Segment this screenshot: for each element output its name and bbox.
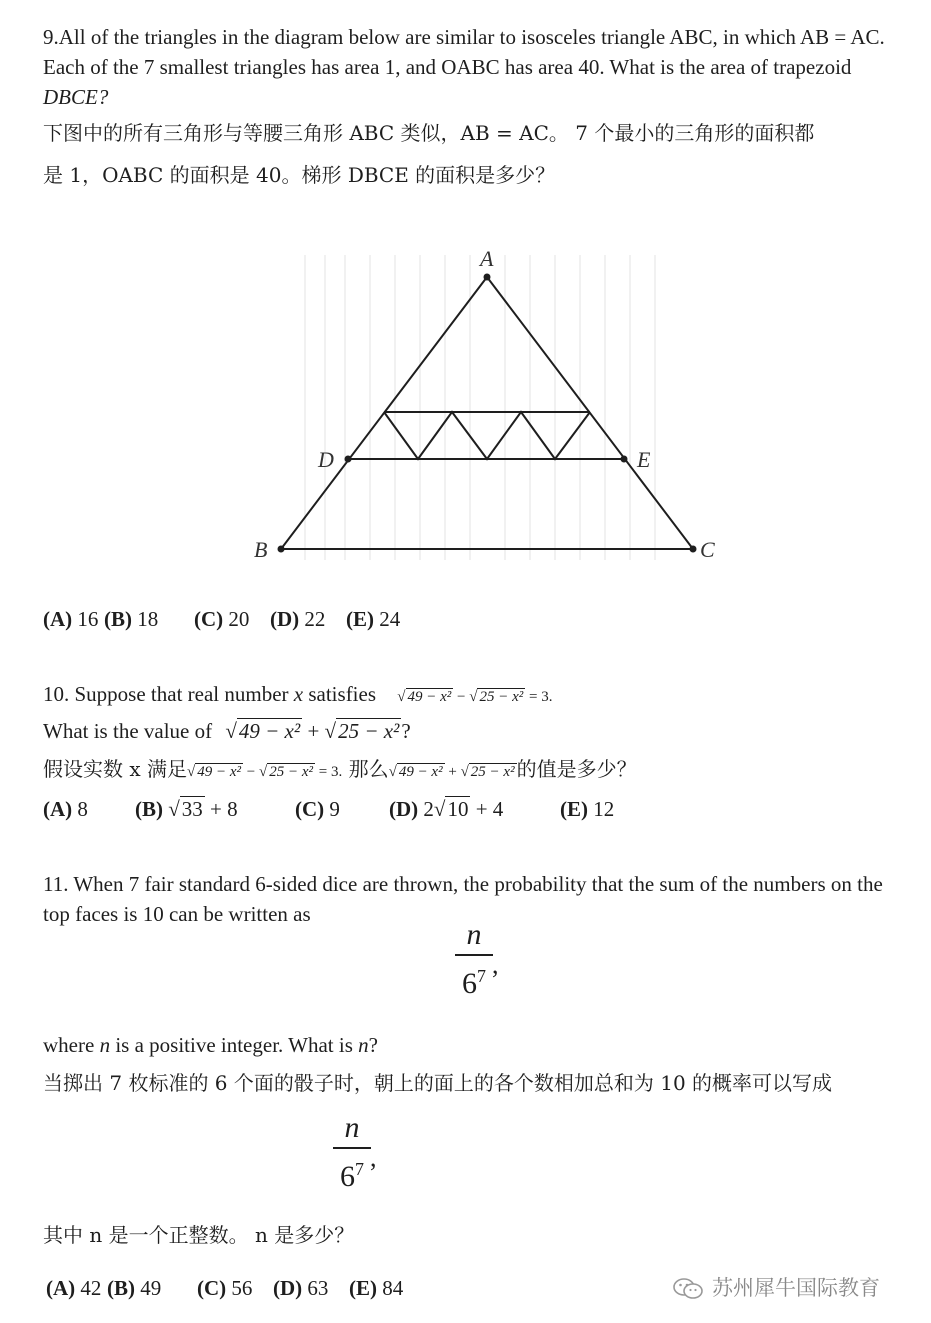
q10-text-line1: 10. Suppose that real number x satisfies √ 49 − x² − √ 25 − x² = 3. [43,682,553,706]
q9-option-a[interactable]: (A) 16 [43,607,99,631]
q11-text-line3: where n is a positive integer. What is n? [43,1033,378,1057]
q11-text-line1: 11. When 7 fair standard 6-sided dice are thrown, the probability that the sum of the numbers on the [43,872,883,896]
q9-text-line1: 9.All of the triangles in the diagram below are similar to isosceles triangle ABC, in which AB = AC. [43,25,885,49]
small-triangles-zigzag [384,412,590,459]
q9-chinese-line2: 是 1，OABC 的面积是 40。梯形 DBCE 的面积是多少？ [43,163,556,187]
watermark [672,1272,880,1302]
watermark-text: 苏州犀牛国际教育 [712,1276,880,1300]
q11-chinese-line2: 其中 n 是一个正整数。 n 是多少？ [43,1223,355,1247]
q9-text-line3: DBCE? [43,85,109,109]
q10-option-c[interactable]: (C) 9 [295,797,340,821]
q11-fraction-1: n $6^7$ [455,918,493,1001]
point-e [621,456,628,463]
q11-option-b[interactable]: (B) 49 [107,1276,162,1300]
label-a: A [480,246,494,271]
q9-option-d[interactable]: (D) 22 [270,607,326,631]
point-d [345,456,352,463]
q10-option-d[interactable]: (D) 2√10 + 4 [389,797,504,821]
q11-fraction-2: n $6^7$ [333,1111,371,1194]
q9-text-line2: Each of the 7 smallest triangles has area 1, and OABC has area 40. What is the area of trapezoid [43,55,852,79]
q9-option-b[interactable]: (B) 18 [104,607,159,631]
q10-option-b[interactable]: (B) √33 + 8 [135,797,238,821]
triangle-diagram [240,235,740,575]
background-stripes [305,255,655,560]
label-b: B [254,537,268,562]
q10-condition: √ 49 − x² − √ 25 − x² = 3. [397,689,553,705]
q11-option-c[interactable]: (C) 56 [197,1276,253,1300]
q10-chinese-line: 假设实数 x 满足√ 49 − x² − √ 25 − x² = 3. 那么√ 49 − x² + √ 25 − x² 的值是多少？ [43,757,637,781]
q11-text-line2: top faces is 10 can be written as [43,902,311,926]
q10-text-line2: What is the value of √49 − x² + √25 − x²? [43,719,411,743]
point-c [690,546,697,553]
q11-option-d[interactable]: (D) 63 [273,1276,329,1300]
q9-option-e[interactable]: (E) 24 [346,607,401,631]
q11-fraction-2-comma: , [370,1143,377,1172]
q10-option-e[interactable]: (E) 12 [560,797,615,821]
label-d: D [318,447,334,472]
q11-chinese-line1: 当掷出 7 枚标准的 6 个面的骰子时，朝上的面上的各个数相加总和为 10 的概率可以写成 [43,1071,833,1095]
point-b [278,546,285,553]
q10-option-a[interactable]: (A) 8 [43,797,88,821]
point-a [484,274,491,281]
label-c: C [700,537,715,562]
q11-option-e[interactable]: (E) 84 [349,1276,404,1300]
q9-chinese-line1: 下图中的所有三角形与等腰三角形 ABC 类似，AB = AC。 7 个最小的三角形的面积都 [43,121,815,145]
q10-expression: √49 − x² + √25 − x²? [225,719,411,743]
q11-option-a[interactable]: (A) 42 [46,1276,102,1300]
label-e: E [637,447,651,472]
wechat-icon [672,1278,704,1300]
q11-fraction-1-comma: , [492,950,499,979]
q9-option-c[interactable]: (C) 20 [194,607,250,631]
